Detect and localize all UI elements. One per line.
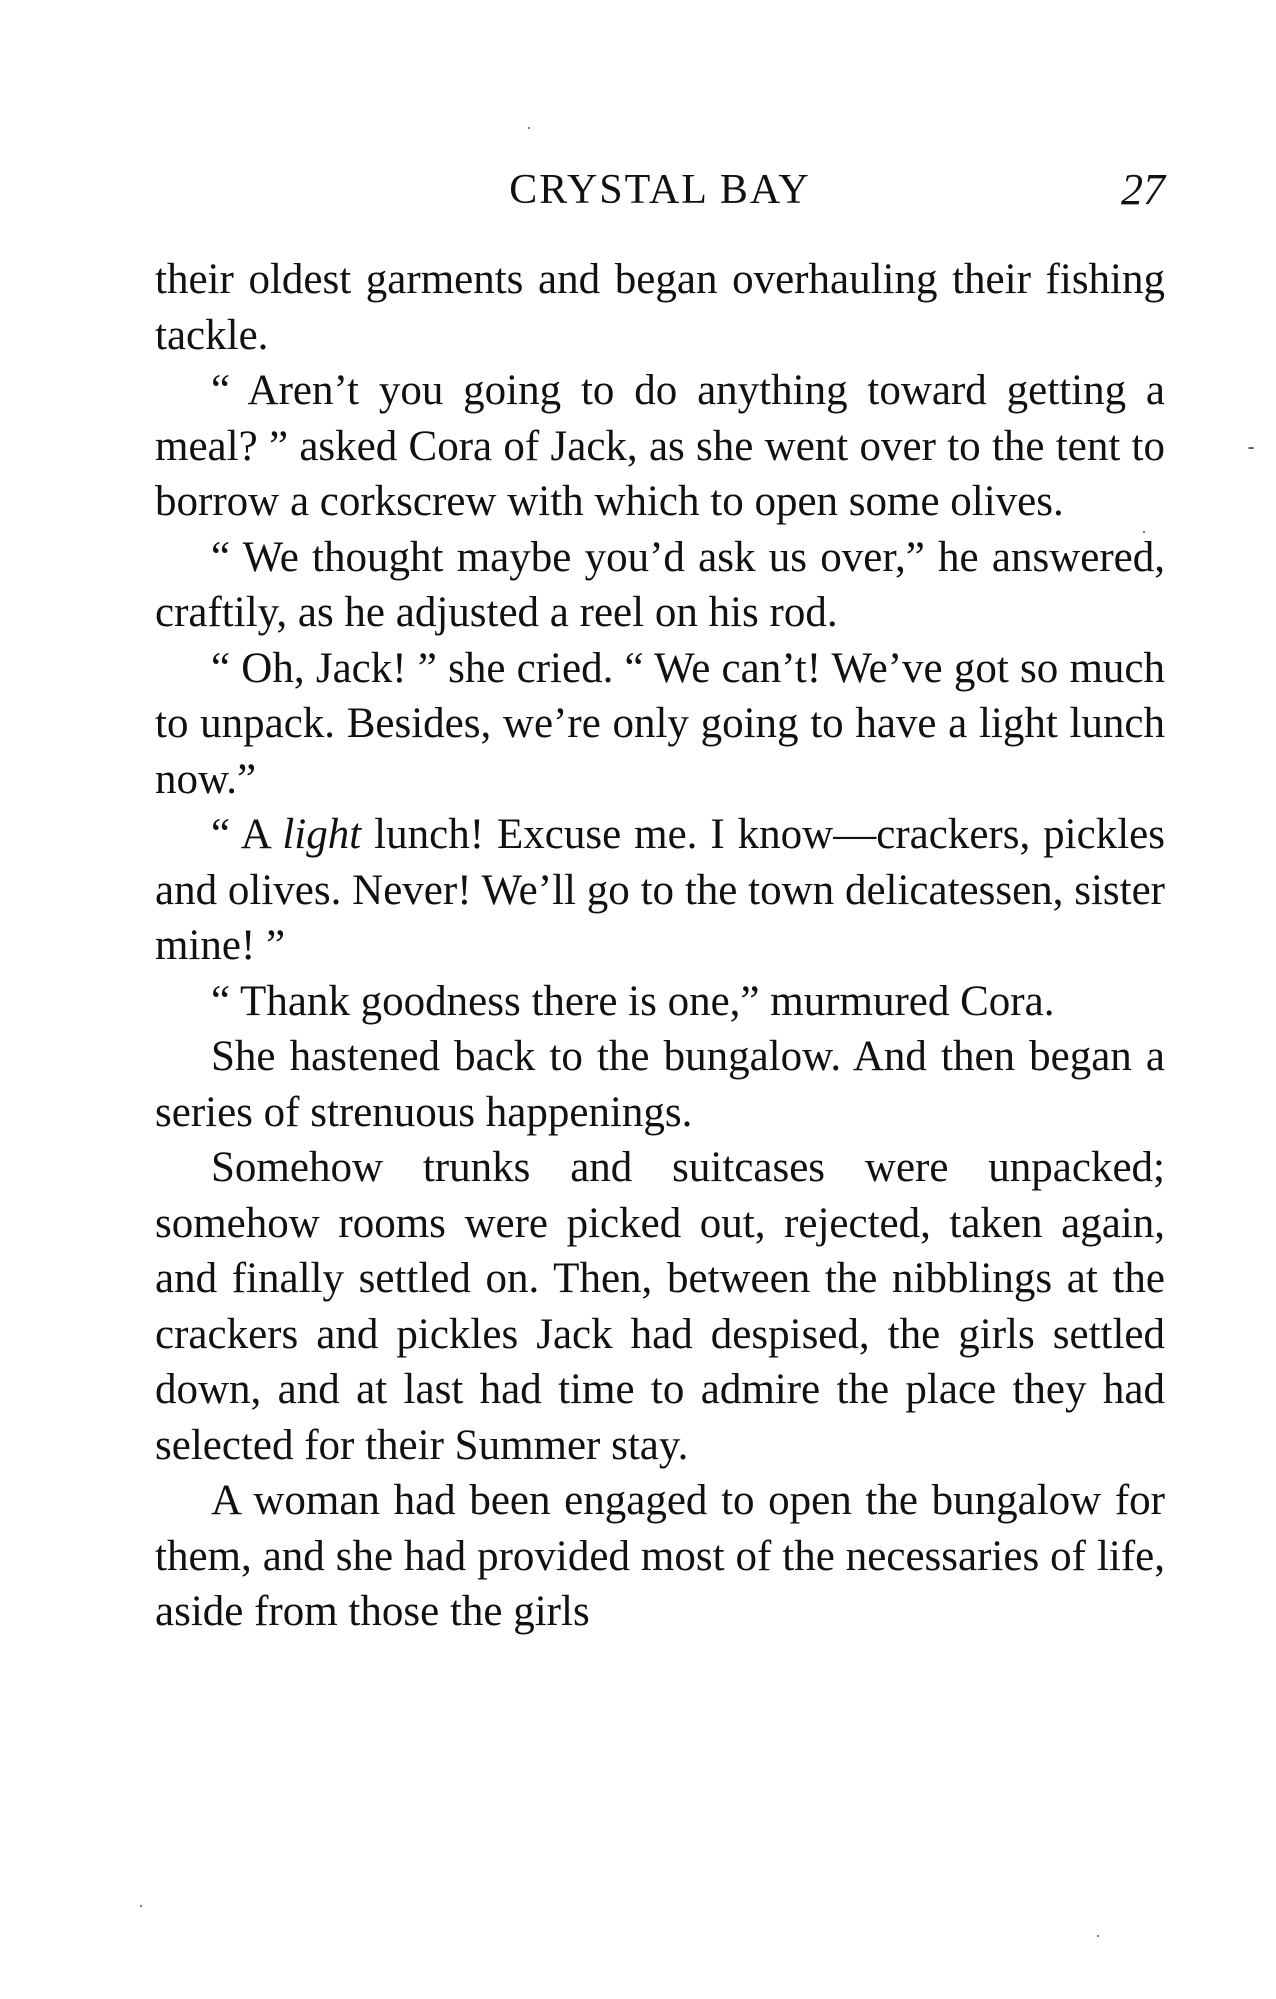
paragraph: “ Oh, Jack! ” she cried. “ We can’t! We’ve got so much to unpack. Besides, we’re only going to have a light lunch now.” [155, 644, 1165, 803]
paragraph: She hastened back to the bungalow. And then began a series of strenuous happenings. [155, 1033, 1165, 1136]
paragraph: Somehow trunks and suitcases were unpacked; somehow rooms were picked out, rejected, taken again, and finally settled on. Then, between the nibblings at the crackers and pickles Jack had despised, the girls settled down, and at last had time to admire the place they had selected for their Summer stay. [155, 1144, 1165, 1469]
paragraph: “ Aren’t you going to do anything toward getting a meal? ” asked Cora of Jack, as she went over to the tent to borrow a corkscrew with which to open some olives. [155, 367, 1165, 525]
print-speck [1248, 447, 1254, 449]
paragraph-text: “ A [211, 811, 283, 858]
paragraph: “ Thank goodness there is one,” murmured Cora. [211, 977, 1055, 1025]
print-speck [140, 1905, 142, 1907]
running-title: CRYSTAL BAY [509, 167, 811, 213]
paragraph: A woman had been engaged to open the bungalow for them, and she had provided most of the necessaries of life, aside from those the girls [155, 1477, 1165, 1635]
body-text [155, 252, 1165, 1640]
print-speck [1143, 531, 1145, 533]
page-number: 27 [1121, 165, 1165, 214]
print-speck [1097, 1935, 1099, 1937]
print-speck [528, 127, 530, 129]
paragraph-text: lunch! Excuse me. I know—crackers, pickles and olives. Never! We’ll go to the town delicatessen, sister mine! ” [155, 811, 1165, 969]
running-head [155, 160, 1165, 220]
paragraph: “ We thought maybe you’d ask us over,” he answered, craftily, as he adjusted a reel on his rod. [155, 533, 1165, 636]
paragraph [155, 807, 1165, 974]
emphasized-word: light [282, 811, 362, 858]
paragraph: their oldest garments and began overhauling their fishing tackle. [155, 256, 1165, 359]
